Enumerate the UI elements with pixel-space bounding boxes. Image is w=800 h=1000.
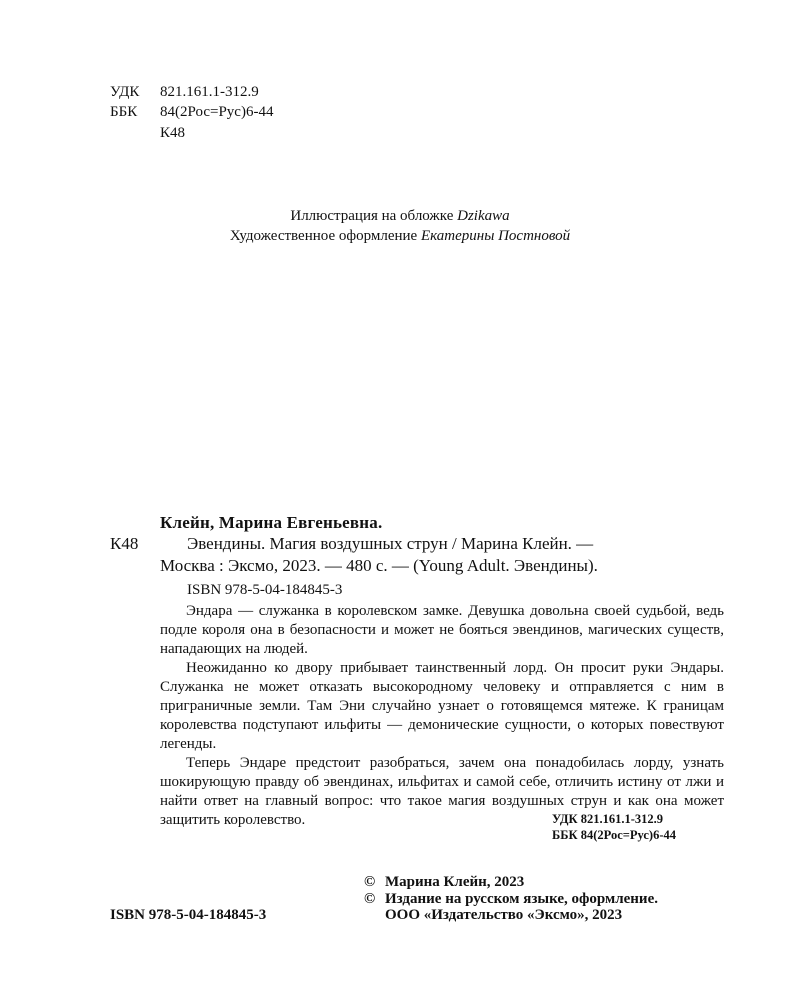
bbk-label: ББК [110,104,138,120]
copyright-symbol-2: © [364,891,376,907]
udk-label: УДК [110,84,140,100]
annotation-paragraph-2: Неожиданно ко двору прибывает таинственный лорд. Он просит руки Эндары. Служанка не может отказать высокородному человеку и отправляется с ним в приграничные земли. Там Эни случайно узнает о готовящемся мятеже. К границам королевства подступают ильфиты — демонические сущности, о которых повествуют легенды. [160,660,724,752]
bbk-value: 84(2Рос=Рус)6-44 [160,104,274,120]
record-title-line2: Москва : Эксмо, 2023. — 480 с. — (Young Adult. Эвендины). [160,556,598,575]
annotation-paragraph-1: Эндара — служанка в королевском замке. Девушка довольна своей судьбой, ведь подле короля она в безопасности и может не бояться эвендинов, магических существ, нападающих на людей. [160,603,724,657]
annotation-paragraph-3: Теперь Эндаре предстоит разобраться, зачем она понадобилась лорду, узнать шокирующую правду об эвендинах, ильфитах и самой себе, отличить истину от лжи и найти ответ на главный вопрос: что такое магия воздушных струн и как она может защитить королевство. [160,755,724,828]
record-author: Клейн, Марина Евгеньевна. [160,513,383,532]
copyright-edition-line2: ООО «Издательство «Эксмо», 2023 [385,907,623,923]
record-title-line1: Эвендины. Магия воздушных струн / Марина Клейн. — [187,534,594,553]
copyright-author: Марина Клейн, 2023 [385,874,525,890]
illustration-credit-prefix: Иллюстрация на обложке [290,208,454,224]
record-code: К48 [110,534,139,553]
illustration-credit [0,208,800,225]
author-mark: К48 [160,125,186,141]
record-isbn: ISBN 978-5-04-184845-3 [187,582,343,598]
annotation [160,602,724,830]
udk-value: 821.161.1-312.9 [160,84,259,100]
design-credit-prefix: Художественное оформление [229,228,418,244]
bbk-repeat: ББК 84(2Рос=Рус)6-44 [552,828,676,842]
designer-name: Екатерины Постновой [420,228,571,244]
copyright-symbol-1: © [364,874,376,890]
isbn-bottom: ISBN 978-5-04-184845-3 [110,907,267,923]
design-credit [0,228,800,245]
illustrator-name: Dzikawa [457,208,510,224]
copyright-edition-line1: Издание на русском языке, оформление. [385,891,658,907]
udk-repeat: УДК 821.161.1-312.9 [552,812,663,826]
